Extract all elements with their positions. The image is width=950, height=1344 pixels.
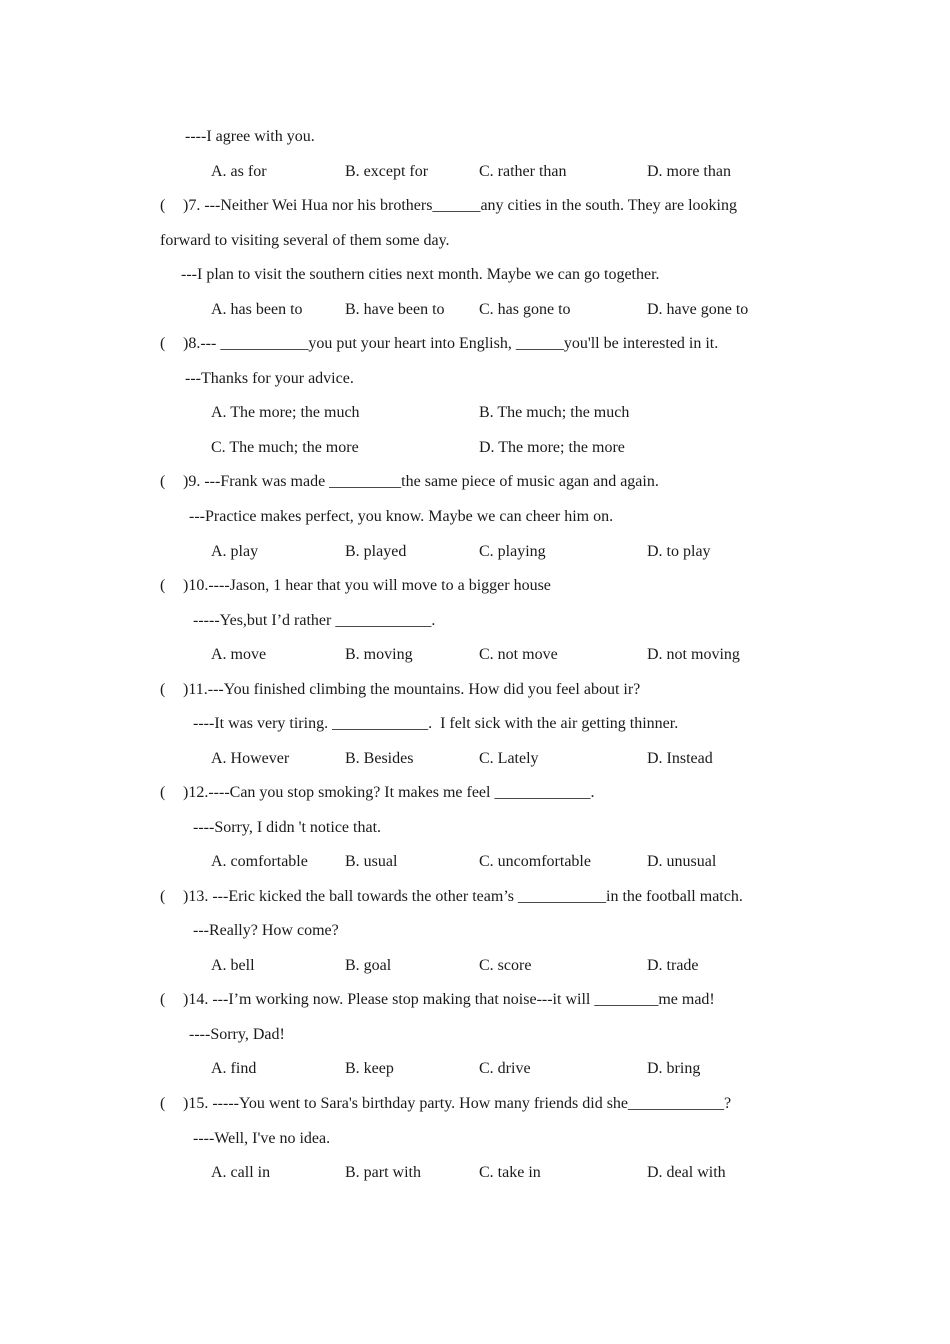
q13-option-d: D. trade: [647, 957, 699, 974]
q7-option-c: C. has gone to: [479, 301, 571, 318]
q8-option-b: B. The much; the much: [479, 404, 630, 421]
q9-stem: )9. ---Frank was made _________the same piece of music agan and again.: [183, 473, 659, 490]
q14-option-b: B. keep: [345, 1060, 394, 1077]
q14-paren: (: [160, 991, 166, 1008]
q15-reply: ----Well, I've no idea.: [193, 1130, 331, 1147]
q14-reply: ----Sorry, Dad!: [189, 1026, 285, 1043]
q7-option-d: D. have gone to: [647, 301, 749, 318]
q10-stem: )10.----Jason, 1 hear that you will move to a bigger house: [183, 577, 551, 594]
q8-option-c: C. The much; the more: [211, 439, 359, 456]
q6-option-a: A. as for: [211, 163, 267, 180]
q8-reply: ---Thanks for your advice.: [185, 370, 354, 387]
q14-option-c: C. drive: [479, 1060, 531, 1077]
q12-paren: (: [160, 784, 166, 801]
q13-option-b: B. goal: [345, 957, 392, 974]
q8-paren: (: [160, 335, 166, 352]
q9-paren: (: [160, 473, 166, 490]
q11-option-c: C. Lately: [479, 750, 539, 767]
q14-option-d: D. bring: [647, 1060, 701, 1077]
q13-paren: (: [160, 888, 166, 905]
q9-option-b: B. played: [345, 543, 407, 560]
q11-option-d: D. Instead: [647, 750, 713, 767]
q7-stem: )7. ---Neither Wei Hua nor his brothers______any cities in the south. They are looking: [183, 197, 737, 214]
q6-option-d: D. more than: [647, 163, 731, 180]
q10-option-a: A. move: [211, 646, 267, 663]
q11-stem: )11.---You finished climbing the mountains. How did you feel about ir?: [183, 681, 641, 698]
q10-reply: -----Yes,but I’d rather ____________.: [193, 612, 436, 629]
q9-reply: ---Practice makes perfect, you know. Maybe we can cheer him on.: [189, 508, 614, 525]
q7-option-a: A. has been to: [211, 301, 303, 318]
q15-option-a: A. call in: [211, 1164, 271, 1181]
q8-option-a: A. The more; the much: [211, 404, 360, 421]
q15-option-c: C. take in: [479, 1164, 541, 1181]
q12-stem: )12.----Can you stop smoking? It makes me feel ____________.: [183, 784, 595, 801]
q10-paren: (: [160, 577, 166, 594]
q10-option-b: B. moving: [345, 646, 413, 663]
q10-option-d: D. not moving: [647, 646, 740, 663]
q8-stem: )8.--- ___________you put your heart into English, ______you'll be interested in it.: [183, 335, 719, 352]
q12-option-d: D. unusual: [647, 853, 717, 870]
q7-paren: (: [160, 197, 166, 214]
q14-stem: )14. ---I’m working now. Please stop making that noise---it will ________me mad!: [183, 991, 715, 1008]
q13-option-a: A. bell: [211, 957, 255, 974]
q11-paren: (: [160, 681, 166, 698]
q13-option-c: C. score: [479, 957, 532, 974]
q7-reply: ---I plan to visit the southern cities next month. Maybe we can go together.: [181, 266, 660, 283]
q7-option-b: B. have been to: [345, 301, 445, 318]
q10-option-c: C. not move: [479, 646, 558, 663]
q11-reply: ----It was very tiring. ____________. I felt sick with the air getting thinner.: [193, 715, 679, 732]
q12-reply: ----Sorry, I didn 't notice that.: [193, 819, 382, 836]
q9-option-d: D. to play: [647, 543, 711, 560]
q9-option-c: C. playing: [479, 543, 546, 560]
q6-reply: ----I agree with you.: [185, 128, 315, 145]
q15-paren: (: [160, 1095, 166, 1112]
q6-option-b: B. except for: [345, 163, 429, 180]
q13-reply: ---Really? How come?: [193, 922, 339, 939]
q11-option-a: A. However: [211, 750, 290, 767]
q15-option-b: B. part with: [345, 1164, 421, 1181]
q11-option-b: B. Besides: [345, 750, 414, 767]
q13-stem: )13. ---Eric kicked the ball towards the other team’s ___________in the football match.: [183, 888, 743, 905]
q15-stem: )15. -----You went to Sara's birthday party. How many friends did she____________?: [183, 1095, 732, 1112]
q7-stem-cont: forward to visiting several of them some day.: [160, 232, 450, 249]
q8-option-d: D. The more; the more: [479, 439, 625, 456]
q15-option-d: D. deal with: [647, 1164, 726, 1181]
q12-option-a: A. comfortable: [211, 853, 308, 870]
q12-option-b: B. usual: [345, 853, 398, 870]
q6-option-c: C. rather than: [479, 163, 567, 180]
q14-option-a: A. find: [211, 1060, 257, 1077]
q12-option-c: C. uncomfortable: [479, 853, 591, 870]
q9-option-a: A. play: [211, 543, 259, 560]
